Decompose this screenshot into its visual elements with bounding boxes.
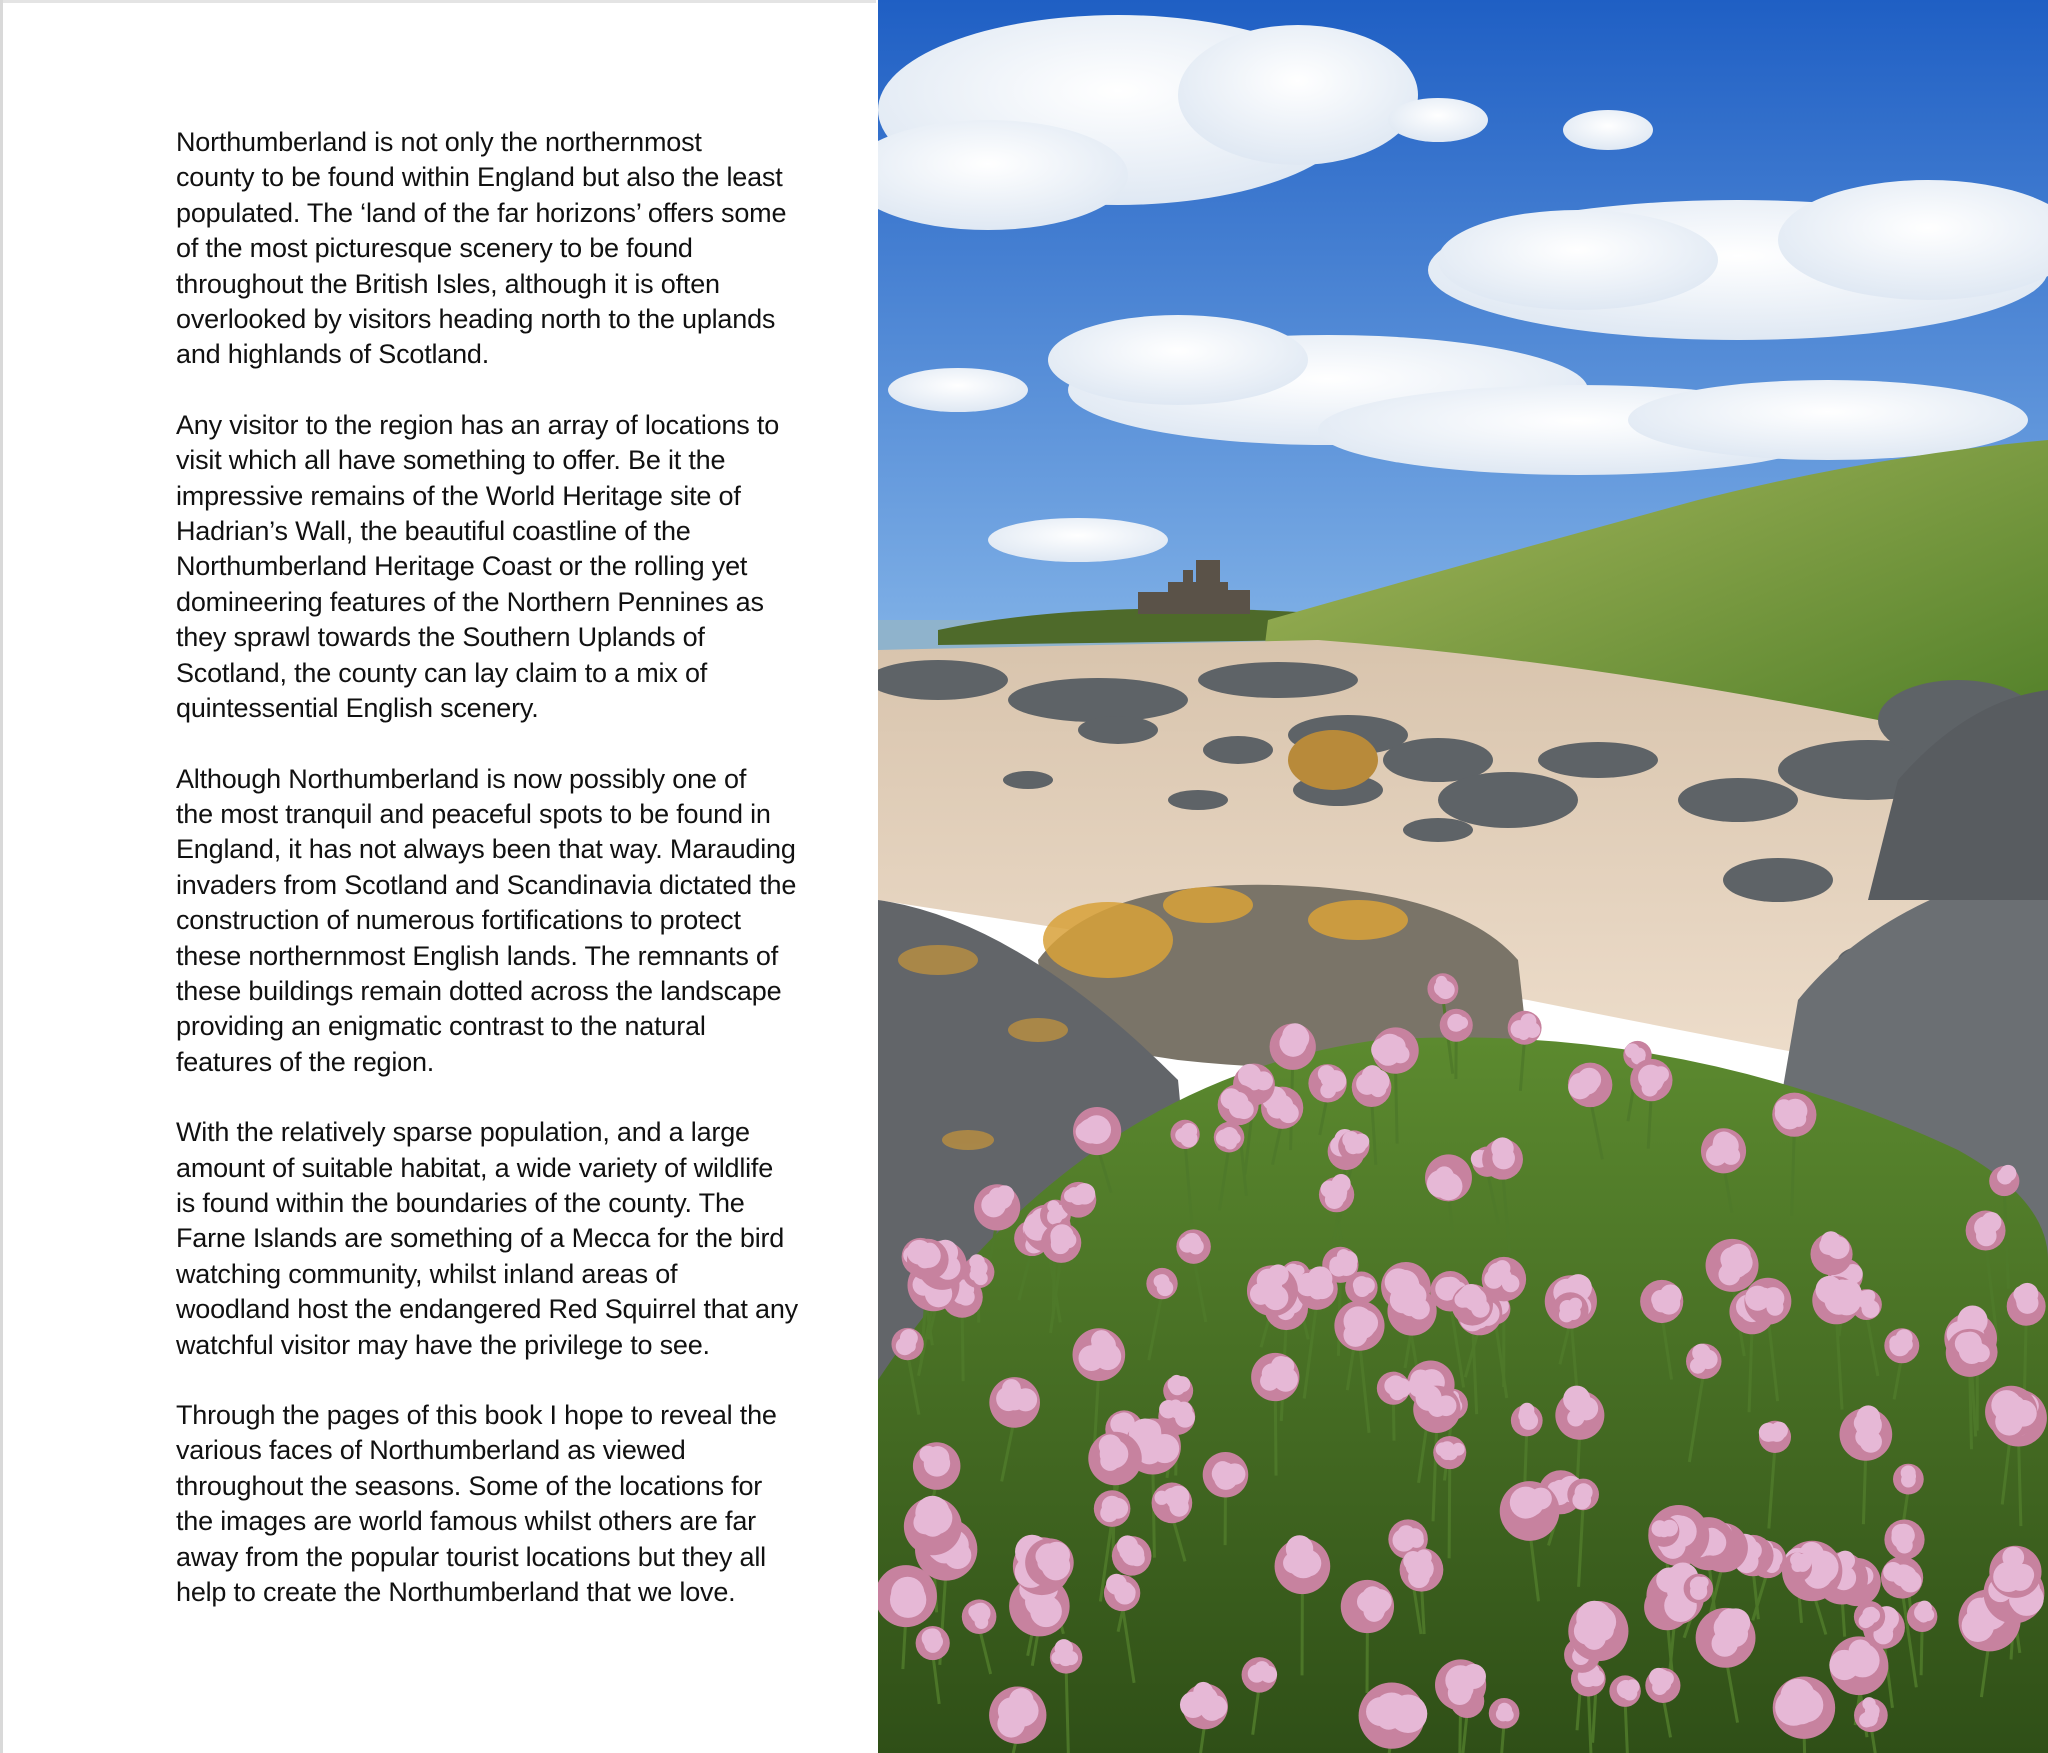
thrift-flower-head (1645, 1668, 1680, 1703)
thrift-flower-head (1893, 1464, 1924, 1495)
thrift-flower-head (891, 1328, 923, 1360)
thrift-flower-head (1500, 1481, 1560, 1541)
thrift-flower-head (1345, 1272, 1377, 1304)
thrift-flower-head (1176, 1229, 1211, 1264)
thrift-flower-head (1158, 1398, 1195, 1435)
thrift-flower-head (1773, 1676, 1835, 1738)
thrift-flower-head (1829, 1636, 1888, 1695)
thrift-flower-head (1146, 1268, 1177, 1299)
thrift-flower-head (1686, 1343, 1722, 1379)
thrift-flower-head (1489, 1698, 1520, 1729)
thrift-flower-head (1701, 1128, 1746, 1173)
paragraph-locations: Any visitor to the region has an array of locations to visit which all have something to offer. Be it the impressive remains of the World Heritage site of Hadrian’s Wall, the beautiful coastline of the Northumberland Heritage Coast or the rolling yet domineering features of the Northern Pennines as they sprawl towards the Southern Uplands of Scotland, the county can lay claim to a mix of quintessential English scenery. (176, 409, 780, 724)
text-column (176, 125, 848, 1645)
thrift-flower-head (1854, 1601, 1885, 1632)
thrift-flower-head (1073, 1107, 1121, 1155)
thrift-flower-head (1881, 1556, 1923, 1598)
thrift-flower-head (1440, 1009, 1473, 1042)
thrift-flower-head (1433, 1436, 1466, 1469)
thrift-flower-head (1985, 1386, 2037, 1438)
paragraph-wildlife: With the relatively sparse population, and a large amount of suitable habitat, a wide variety of wildlife is found within the boundaries of the county. The Farne Islands are something of a Mecca for the bird watching community, whilst inland areas of woodland host the endangered Red Squirrel that any watchful visitor may have the privilege to see. (176, 1117, 798, 1360)
thrift-flower-head (1270, 1023, 1316, 1070)
thrift-flower-head (1435, 1659, 1486, 1710)
thrift-flower-head (1568, 1063, 1612, 1107)
lichen-boulder (1288, 730, 1378, 790)
thrift-flower-head (989, 1687, 1046, 1744)
thrift-flower-head (1218, 1084, 1259, 1125)
thrift-flower-head (1214, 1122, 1245, 1153)
thrift-flower-head (1884, 1328, 1919, 1363)
thrift-flower-head (1308, 1064, 1346, 1102)
thrift-flower-head (1966, 1211, 2006, 1251)
thrift-flower-head (1759, 1421, 1791, 1453)
thrift-flower-head (1094, 1490, 1131, 1527)
thrift-flower-head (1152, 1483, 1193, 1524)
thrift-flower-head (1630, 1059, 1672, 1101)
text-page (0, 0, 876, 1753)
thrift-flower-head (1684, 1574, 1714, 1604)
thrift-flower-head (1400, 1548, 1444, 1592)
thrift-flower-head (1482, 1257, 1526, 1301)
thrift-flower-head (962, 1599, 997, 1634)
thrift-flower-head (1649, 1516, 1680, 1547)
thrift-flower-head (1946, 1329, 1994, 1377)
thrift-flower-head (1088, 1432, 1142, 1486)
thrift-flower-head (1744, 1278, 1791, 1325)
thrift-flower-head (1242, 1657, 1278, 1692)
thrift-flower-head (1041, 1223, 1081, 1263)
thrift-flower-head (1334, 1301, 1384, 1351)
thrift-flower-head (1552, 1292, 1588, 1328)
paragraph-closing: Through the pages of this book I hope to reveal the various faces of Northumberland as viewed throughout the seasons. Some of the locations for the images are world famous whilst others are far away from the popular tourist locations but they all help to create the Northumberland that we love. (176, 1400, 777, 1608)
thrift-flower-head (1884, 1519, 1924, 1559)
thrift-flower-head (1203, 1452, 1249, 1498)
thrift-flower-head (1170, 1120, 1199, 1149)
thrift-flower-head (974, 1184, 1020, 1230)
paragraph-intro: Northumberland is not only the northernmost county to be found within England but also the least populated. The ‘land of the far horizons’ offers some of the most picturesque scenery to be found throughout the British Isles, although it is often overlooked by visitors heading north to the uplands and highlands of Scotland. (176, 127, 787, 370)
thrift-flower-head (1061, 1182, 1097, 1218)
thrift-flower-head (1640, 1280, 1683, 1323)
thrift-flower-head (1706, 1239, 1759, 1292)
thrift-flower-head (1609, 1675, 1640, 1706)
thrift-flower-head (1696, 1608, 1756, 1668)
thrift-flower-head (916, 1626, 950, 1660)
thrift-flower-head (1772, 1093, 1816, 1137)
thrift-flower-head (989, 1377, 1040, 1428)
thrift-flower-head (1073, 1328, 1126, 1381)
thrift-flower-head (1251, 1353, 1299, 1401)
paragraph-history: Although Northumberland is now possibly one of the most tranquil and peaceful spots to be found in England, it has not always been that way. Marauding invaders from Scotland and Scandinavia dictated the construction of numerous fortifications to protect these northernmost English lands. The remnants of these buildings remain dotted across the landscape providing an enigmatic contrast to the natural features of the region. (176, 763, 797, 1077)
thrift-flower-head (1567, 1479, 1599, 1511)
thrift-flower-head (1025, 1538, 1074, 1587)
thrift-flower-head (913, 1442, 961, 1490)
thrift-flower-head (1338, 1130, 1369, 1161)
thrift-flower-head (907, 1239, 949, 1281)
thrift-flower-head (1783, 1552, 1812, 1581)
thrift-flower-head (1568, 1601, 1628, 1661)
landscape-photo (878, 0, 2048, 1753)
thrift-flower-head (1508, 1011, 1542, 1045)
thrift-flower-head (1425, 1154, 1472, 1201)
thrift-flower-head (1341, 1580, 1394, 1633)
thrift-flower-head (1989, 1546, 2041, 1598)
thrift-flower-head (1427, 973, 1458, 1004)
